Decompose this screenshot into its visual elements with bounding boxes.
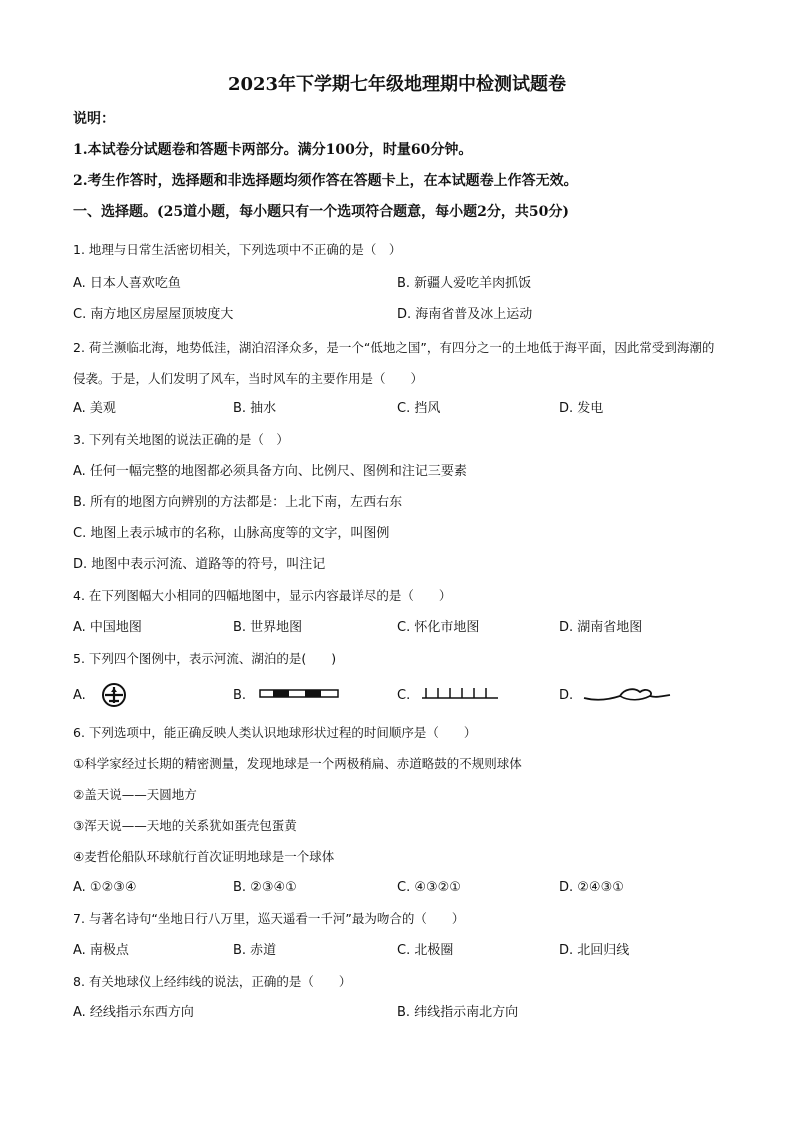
exam-title: 2023年下学期七年级地理期中检测试题卷 — [227, 74, 567, 95]
question-7-option-b[interactable]: B. 赤道 — [233, 943, 277, 958]
question-3-option-d[interactable]: D. 地图中表示河流、道路等的符号，叫注记 — [73, 557, 326, 572]
question-3-option-b[interactable]: B. 所有的地图方向辨别的方法都是：上北下南，左西右东 — [73, 495, 403, 510]
question-1-option-c[interactable]: C. 南方地区房屋屋顶坡度大 — [73, 307, 234, 322]
instruction-item-2: 2.考生作答时，选择题和非选择题均须作答在答题卡上，在本试题卷上作答无效。 — [73, 173, 578, 189]
question-2-stem: 2. 荷兰濒临北海，地势低洼，湖泊沼泽众多，是一个“低地之国”，有四分之一的土地低于海平面，因此常受到海潮的侵袭。于是，人们发明了风车，当时风车的主要作用是（ ） — [73, 340, 715, 386]
airport-icon — [97, 682, 131, 708]
railway-icon — [259, 688, 339, 700]
question-1-option-b[interactable]: B. 新疆人爱吃羊肉抓饭 — [397, 276, 532, 291]
question-5-option-c[interactable]: C. — [397, 688, 411, 703]
question-5-option-a[interactable]: A. — [73, 688, 86, 703]
question-6-statement-1: ①科学家经过长期的精密测量，发现地球是一个两极稍扁、赤道略鼓的不规则球体 — [73, 756, 522, 771]
question-6-option-d[interactable]: D. ②④③① — [559, 880, 624, 895]
question-3-option-c[interactable]: C. 地图上表示城市的名称，山脉高度等的文字，叫图例 — [73, 526, 390, 541]
question-8-stem: 8. 有关地球仪上经纬线的说法，正确的是（ ） — [73, 974, 352, 989]
question-5-option-b[interactable]: B. — [233, 688, 247, 703]
question-4-stem: 4. 在下列图幅大小相同的四幅地图中，显示内容最详尽的是（ ） — [73, 588, 452, 603]
question-2-option-a[interactable]: A. 美观 — [73, 401, 116, 416]
question-1-option-d[interactable]: D. 海南省普及冰上运动 — [397, 307, 533, 322]
question-6-option-b[interactable]: B. ②③④① — [233, 880, 297, 895]
question-7-stem: 7. 与著名诗句“坐地日行八万里，巡天遥看一千河”最为吻合的（ ） — [73, 911, 465, 926]
question-8-option-a[interactable]: A. 经线指示东西方向 — [73, 1005, 194, 1020]
question-2-option-d[interactable]: D. 发电 — [559, 401, 604, 416]
question-8-option-b[interactable]: B. 纬线指示南北方向 — [397, 1005, 519, 1020]
question-6-option-c[interactable]: C. ④③②① — [397, 880, 461, 895]
question-6-statement-3: ③浑天说——天地的关系犹如蛋壳包蛋黄 — [73, 818, 297, 833]
question-3-option-a[interactable]: A. 任何一幅完整的地图都必须具备方向、比例尺、图例和注记三要素 — [73, 464, 467, 479]
question-5-stem: 5. 下列四个图例中，表示河流、湖泊的是( ) — [73, 651, 337, 666]
question-7-option-d[interactable]: D. 北回归线 — [559, 943, 630, 958]
question-1-stem: 1. 地理与日常生活密切相关，下列选项中不正确的是（ ） — [73, 242, 402, 257]
question-4-option-d[interactable]: D. 湖南省地图 — [559, 620, 643, 635]
question-6-statement-4: ④麦哲伦船队环球航行首次证明地球是一个球体 — [73, 849, 335, 864]
instruction-item-1: 1.本试卷分试题卷和答题卡两部分。满分100分，时量60分钟。 — [73, 142, 473, 158]
question-7-option-c[interactable]: C. 北极圈 — [397, 943, 454, 958]
question-3-stem: 3. 下列有关地图的说法正确的是（ ） — [73, 432, 289, 447]
river-lake-icon — [582, 684, 672, 706]
question-6-stem: 6. 下列选项中，能正确反映人类认识地球形状过程的时间顺序是（ ） — [73, 725, 477, 740]
question-5-option-d[interactable]: D. — [559, 688, 574, 703]
question-6-option-a[interactable]: A. ①②③④ — [73, 880, 137, 895]
question-2-option-c[interactable]: C. 挡风 — [397, 401, 441, 416]
question-6-statement-2: ②盖天说——天圆地方 — [73, 787, 197, 802]
boundary-icon — [421, 685, 499, 701]
instructions-label: 说明： — [73, 111, 115, 127]
question-1-option-a[interactable]: A. 日本人喜欢吃鱼 — [73, 276, 181, 291]
section-heading: 一、选择题。(25道小题，每小题只有一个选项符合题意，每小题2分，共50分) — [73, 204, 569, 220]
question-2-option-b[interactable]: B. 抽水 — [233, 401, 277, 416]
question-7-option-a[interactable]: A. 南极点 — [73, 943, 129, 958]
question-4-option-a[interactable]: A. 中国地图 — [73, 620, 142, 635]
question-4-option-c[interactable]: C. 怀化市地图 — [397, 620, 480, 635]
question-4-option-b[interactable]: B. 世界地图 — [233, 620, 303, 635]
